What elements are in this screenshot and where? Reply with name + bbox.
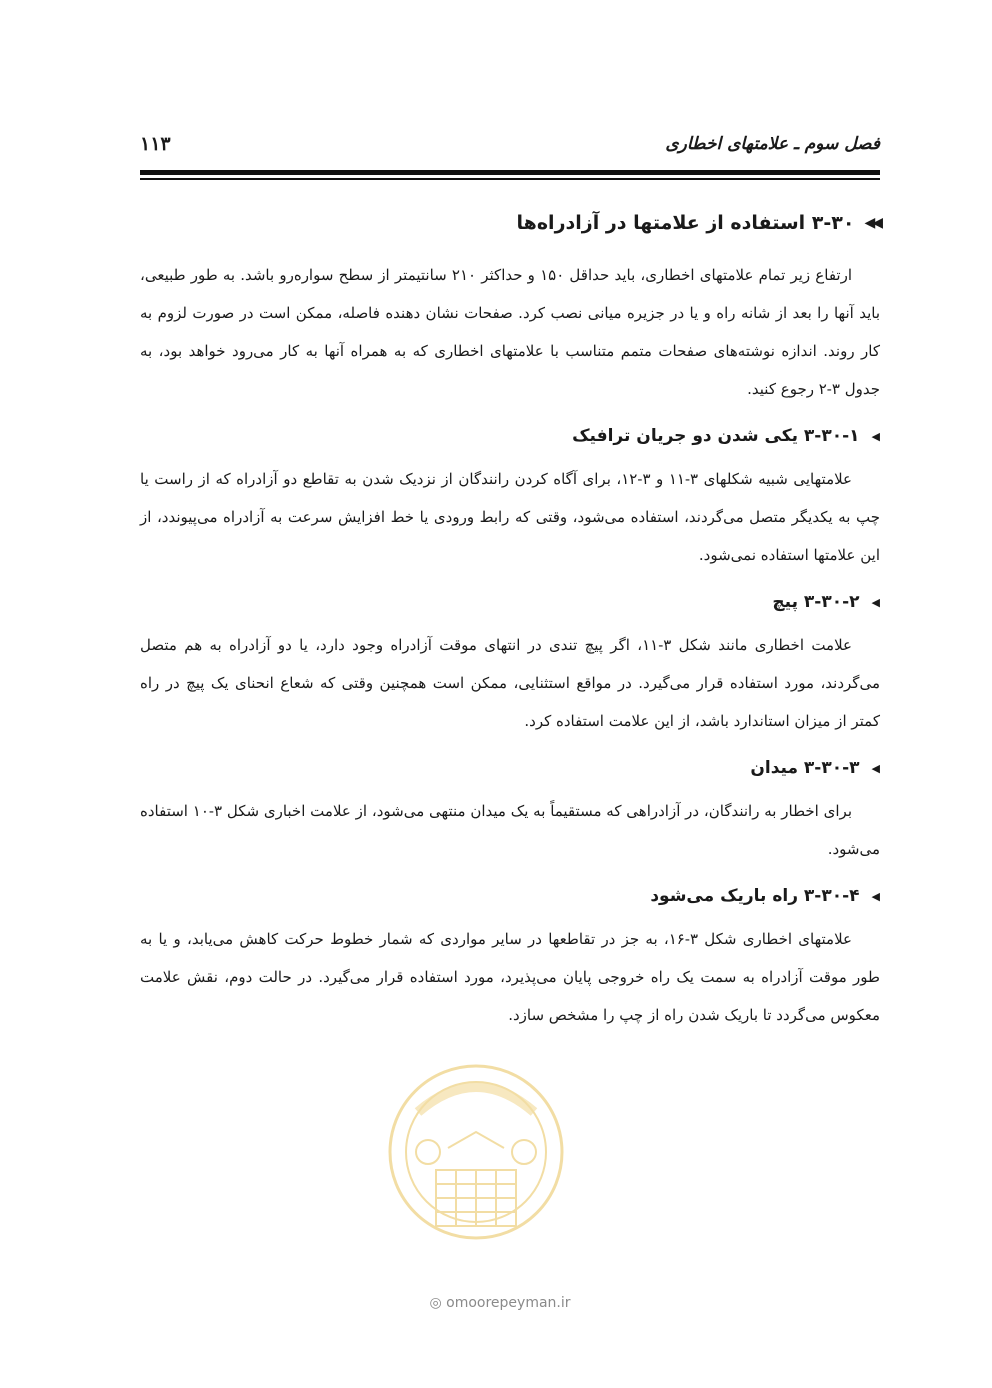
subsection-heading-text: ۳-۳۰-۱ یکی شدن دو جریان ترافیک [572,426,860,446]
arrow-bullet-icon: ◀ [871,889,880,903]
watermark-site-credit [410,1295,590,1311]
subsection-heading-text: ۳-۳۰-۲ پیچ [772,592,860,612]
section-heading [140,212,880,234]
subsection-paragraph: برای اخطار به رانندگان، در آزادراهی که مستقیماً به یک میدان منتهی می‌شود، از علامت اخباری شکل ۳-۱۰ استفاده می‌شود. [140,802,880,858]
watermark-seal-logo [378,1052,574,1277]
page-number: ۱۱۳ [140,133,171,155]
section-intro-paragraph: ارتفاع زیر تمام علامتهای اخطاری، باید حداقل ۱۵۰ و حداکثر ۲۱۰ سانتیمتر از سطح سواره‌رو باشد. به طور طبیعی، باید آنها را بعد از شانه راه و یا در جزیره میانی نصب کرد. صفحات نشان دهنده فاصله، ممکن است در صورت لزوم به کار روند. اندازه نوشته‌های صفحات متمم متناسب با علامتهای اخطاری که به همراه آنها به کار می‌رود خواهد بود، به جدول ۳-۲ رجوع کنید. [140,266,880,398]
subsection-paragraph: علامتهای اخطاری شکل ۳-۱۶، به جز در تقاطعها در سایر مواردی که شمار خطوط حرکت کاهش می‌یابد، و یا به طور موقت آزادراه به سمت یک راه خروجی پایان می‌پذیرد، مورد استفاده قرار می‌گیرد. در حالت دوم، نقش علامت معکوس می‌گردد تا باریک شدن راه از چپ را مشخص سازد. [140,930,880,1024]
header-rule-thick [140,170,880,175]
running-header [140,126,880,162]
subsection-heading-text: ۳-۳۰-۳ میدان [750,758,860,778]
subsection-heading-narrowing [140,886,880,906]
subsection-heading-text: ۳-۳۰-۴ راه باریک می‌شود [650,886,860,906]
subsection-heading-roundabout [140,758,880,778]
arrow-bullet-icon: ◀ [871,761,880,775]
subsection-paragraph: علامتهایی شبیه شکلهای ۳-۱۱ و ۳-۱۲، برای آگاه کردن رانندگان از نزدیک شدن به تقاطع دو آزادراه که از راست یا چپ به یکدیگر متصل می‌گردند، استفاده می‌شود، وقتی که رابط ورودی یا خط افزایش سرعت به آزادراه می‌پیوندد، از این علامتها استفاده نمی‌شود. [140,470,880,564]
page-content [140,212,880,1034]
header-rule-thin [140,178,880,180]
arrow-bullet-icon: ◀ [871,595,880,609]
chapter-title: فصل سوم ـ علامتهای اخطاری [665,134,880,154]
subsection-heading-curve [140,592,880,612]
subsection-paragraph: علامت اخطاری مانند شکل ۳-۱۱، اگر پیچ تندی در انتهای موقت آزادراه وجود دارد، یا دو آزادراه به هم متصل می‌گردند، مورد استفاده قرار می‌گیرد. در مواقع استثنایی، ممکن است همچنین وقتی که شعاع انحنای یک پیچ در راه کمتر از میزان استاندارد باشد، از این علامت استفاده کرد. [140,636,880,730]
at-sign-icon: ◎ [429,1295,442,1311]
section-heading-text: ۳-۳۰ استفاده از علامتها در آزادراه‌ها [516,212,855,234]
subsection-heading-merging [140,426,880,446]
watermark-site-text: omoorepeyman.ir [446,1295,571,1311]
arrow-bullet-icon: ◀ [871,429,880,443]
double-arrow-bullet-icon: ◀◀ [864,215,880,231]
